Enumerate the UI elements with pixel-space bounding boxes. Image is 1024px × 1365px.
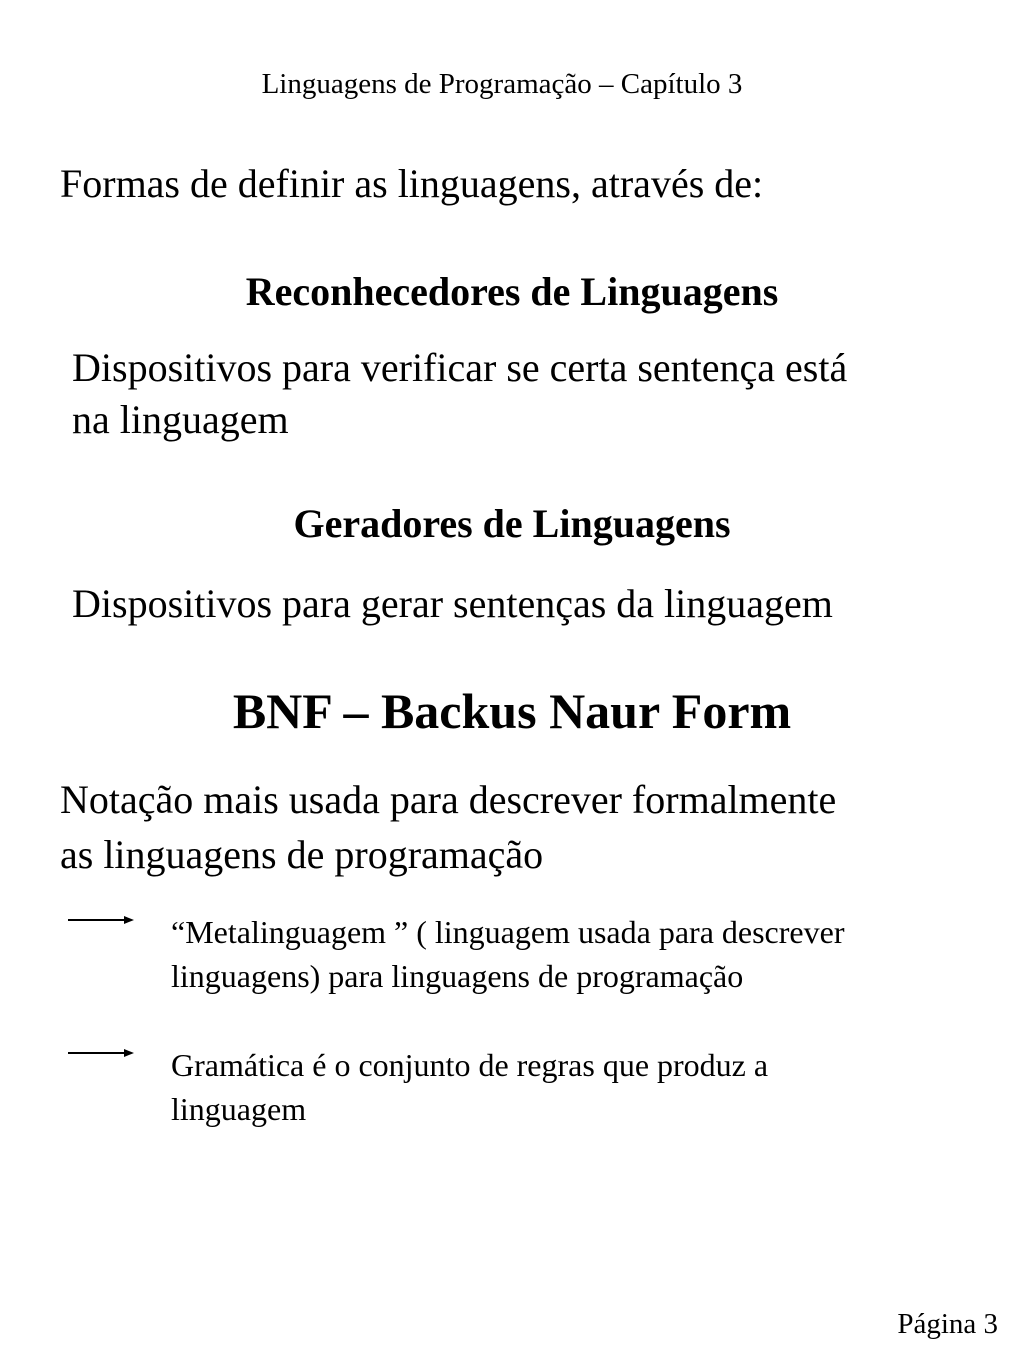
intro-text: Formas de definir as linguagens, através de: <box>60 161 764 206</box>
generators-description <box>72 578 833 630</box>
text-line: linguagem <box>171 1091 307 1127</box>
heading-bnf: BNF – Backus Naur Form <box>232 683 792 739</box>
text-line: na linguagem <box>72 397 289 442</box>
page-header-title: Linguagens de Programação – Capítulo 3 <box>261 68 743 100</box>
text-line: linguagens) para linguagens de programação <box>171 958 744 994</box>
recognizers-description <box>72 342 847 446</box>
bullet-metalanguage <box>171 910 844 998</box>
heading-generators: Geradores de Linguagens <box>293 501 731 546</box>
arrow-right-icon <box>68 915 134 925</box>
arrow-right-icon <box>68 1048 134 1058</box>
heading-recognizers: Reconhecedores de Linguagens <box>245 269 779 314</box>
text-line: Gramática é o conjunto de regras que produz a <box>171 1047 769 1083</box>
bnf-description <box>60 772 836 882</box>
text-line: Dispositivos para verificar se certa sentença está <box>72 345 848 390</box>
text-line: Notação mais usada para descrever formalmente <box>60 777 837 822</box>
text-line: as linguagens de programação <box>60 832 544 877</box>
bullet-grammar <box>171 1043 768 1131</box>
text-line: “Metalinguagem ” ( linguagem usada para descrever <box>171 914 845 950</box>
page-number: Página 3 <box>897 1308 998 1340</box>
text-line: Dispositivos para gerar sentenças da linguagem <box>72 581 833 626</box>
